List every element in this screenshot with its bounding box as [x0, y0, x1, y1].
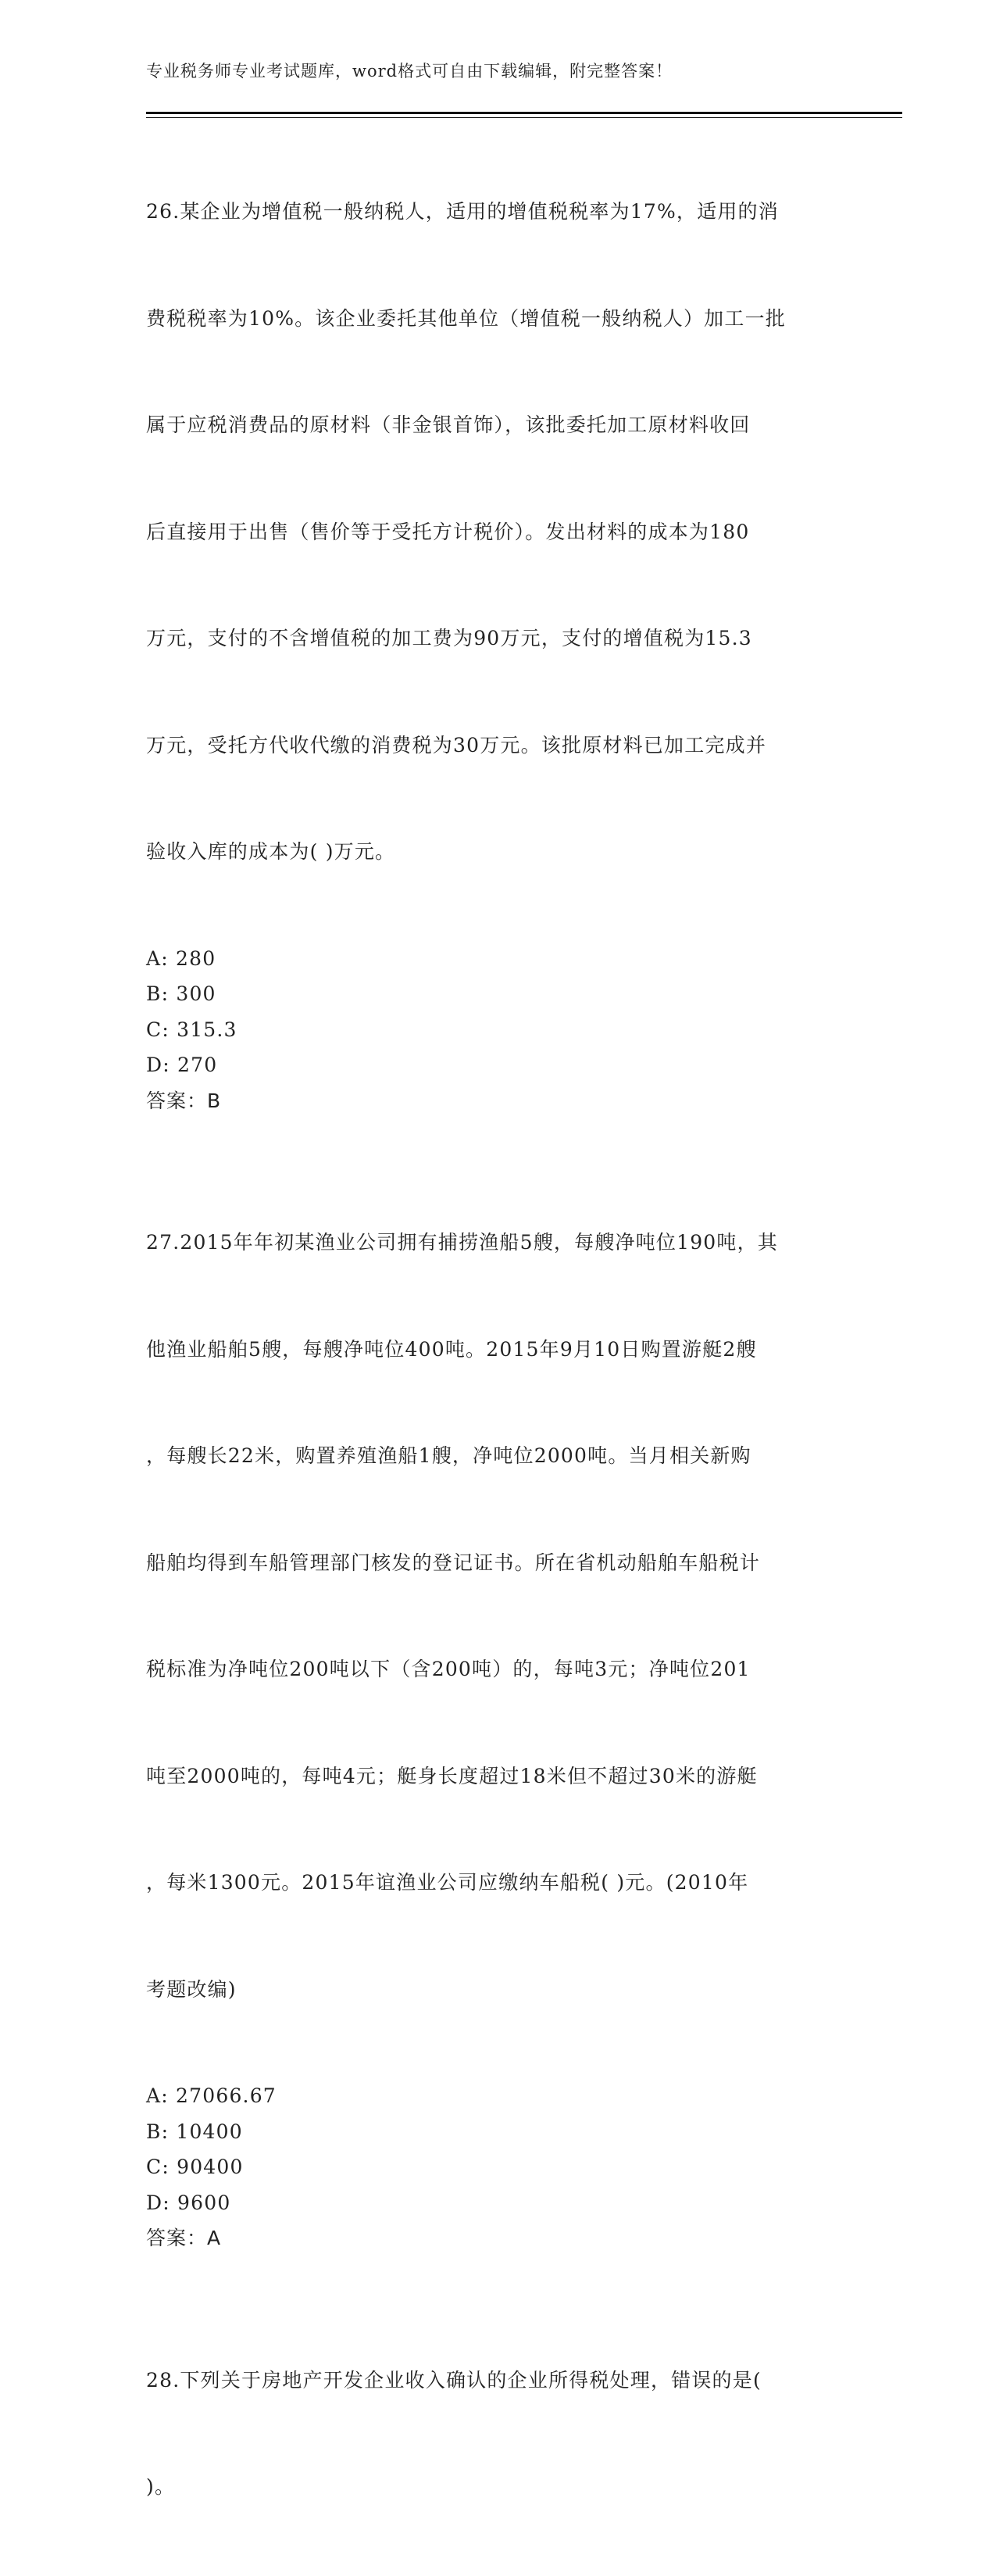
question-spacer — [146, 2256, 849, 2292]
stem-line: 26.某企业为增值税一般纳税人，适用的增值税税率为17%，适用的消 — [146, 200, 779, 223]
answer-label: 答案：A — [146, 2227, 222, 2249]
question-list — [146, 123, 849, 2576]
question-27 — [146, 1154, 849, 2256]
stem-line: 27.2015年年初某渔业公司拥有捕捞渔船5艘，每艘净吨位190吨，其 — [146, 1231, 779, 1254]
stem-line: 28.下列关于房地产开发企业收入确认的企业所得税处理，错误的是( — [146, 2368, 762, 2392]
question-28 — [146, 2292, 849, 2576]
option-c: C: 315.3 — [146, 1018, 237, 1041]
question-spacer — [146, 1118, 849, 1154]
stem-line: ，每艘长22米，购置养殖渔船1艘，净吨位2000吨。当月相关新购 — [146, 1444, 751, 1467]
stem-line: 税标准为净吨位200吨以下（含200吨）的，每吨3元；净吨位201 — [146, 1658, 751, 1680]
stem-line: 费税税率为10%。该企业委托其他单位（增值税一般纳税人）加工一批 — [146, 306, 786, 330]
option-d: D: 9600 — [146, 2191, 231, 2214]
question-26 — [146, 123, 849, 1118]
option-a: A: 27066.67 — [146, 2084, 277, 2107]
header-divider — [146, 112, 902, 114]
stem-line: 吨至2000吨的，每吨4元；艇身长度超过18米但不超过30米的游艇 — [146, 1764, 758, 1787]
stem-line: )。 — [146, 2475, 176, 2498]
question-stem — [146, 123, 849, 941]
stem-line: 他渔业船舶5艘，每艘净吨位400吨。2015年9月10日购置游艇2艘 — [146, 1337, 757, 1361]
stem-line: 后直接用于出售（售价等于受托方计税价）。发出材料的成本为180 — [146, 520, 750, 543]
option-d: D: 270 — [146, 1054, 218, 1076]
option-a: A: 280 — [146, 946, 216, 970]
stem-line: 万元，支付的不含增值税的加工费为90万元，支付的增值税为15.3 — [146, 627, 752, 649]
stem-line: 考题改编) — [146, 1977, 237, 2001]
option-b: B: 10400 — [146, 2120, 243, 2143]
stem-line: 万元，受托方代收代缴的消费税为30万元。该批原材料已加工完成并 — [146, 733, 767, 757]
answer-label: 答案：B — [146, 1089, 222, 1112]
stem-line: ，每米1300元。2015年谊渔业公司应缴纳车船税( )元。(2010年 — [146, 1871, 749, 1894]
stem-line: 验收入库的成本为( )万元。 — [146, 840, 396, 863]
option-b: B: 300 — [146, 982, 216, 1005]
header-divider-thin — [146, 117, 902, 118]
stem-line: 船舶均得到车船管理部门核发的登记证书。所在省机动船舶车船税计 — [146, 1551, 761, 1574]
option-c: C: 90400 — [146, 2156, 244, 2178]
page-header: 专业税务师专业考试题库，word格式可自由下载编辑，附完整答案！ — [146, 62, 673, 80]
question-stem — [146, 2292, 849, 2576]
question-stem — [146, 1154, 849, 2078]
stem-line: 属于应税消费品的原材料（非金银首饰），该批委托加工原材料收回 — [146, 413, 751, 436]
